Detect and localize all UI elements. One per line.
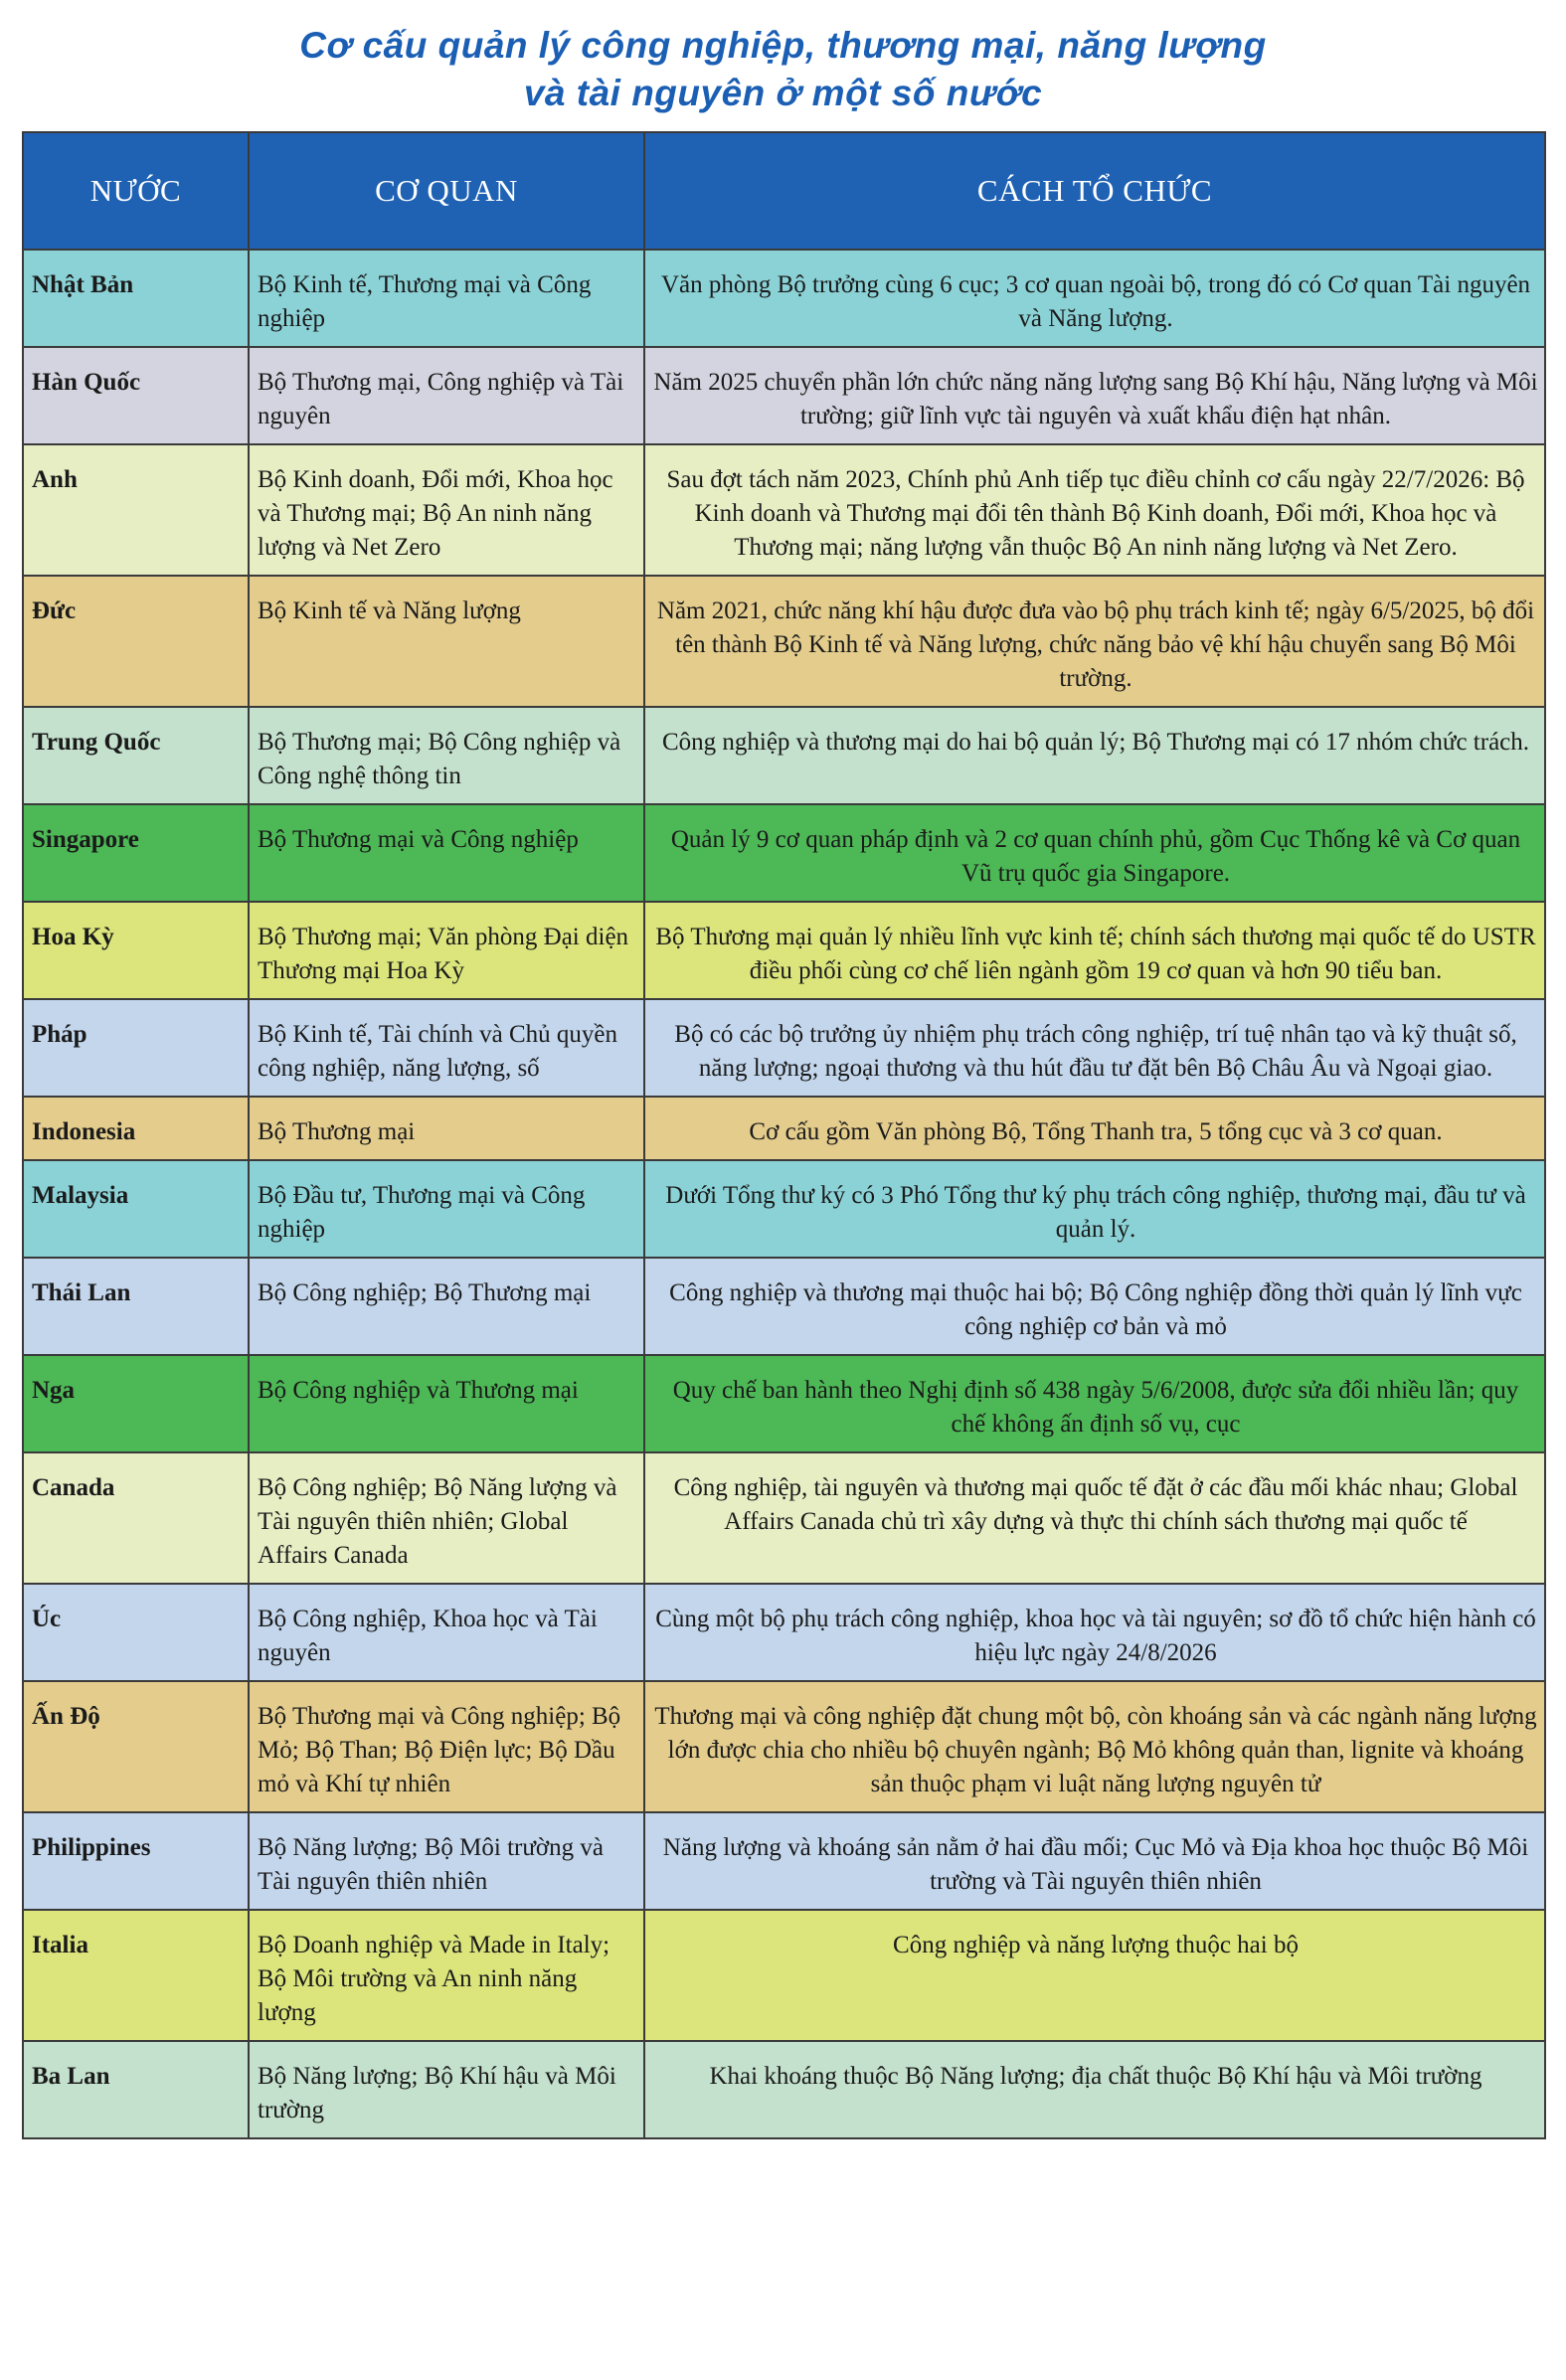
country-cell: Italia xyxy=(23,1910,249,2041)
table-row xyxy=(23,1160,1545,1258)
organization-cell: Quản lý 9 cơ quan pháp định và 2 cơ quan chính phủ, gồm Cục Thống kê và Cơ quan Vũ trụ quốc gia Singapore. xyxy=(644,804,1545,902)
agency-cell: Bộ Doanh nghiệp và Made in Italy; Bộ Môi trường và An ninh năng lượng xyxy=(249,1910,644,2041)
organization-cell: Năng lượng và khoáng sản nằm ở hai đầu mối; Cục Mỏ và Địa khoa học thuộc Bộ Môi trường và Tài nguyên thiên nhiên xyxy=(644,1812,1545,1910)
agency-cell: Bộ Kinh doanh, Đổi mới, Khoa học và Thương mại; Bộ An ninh năng lượng và Net Zero xyxy=(249,444,644,576)
country-cell: Canada xyxy=(23,1452,249,1584)
comparison-table xyxy=(22,131,1546,2139)
organization-cell: Cùng một bộ phụ trách công nghiệp, khoa học và tài nguyên; sơ đồ tổ chức hiện hành có hiệu lực ngày 24/8/2026 xyxy=(644,1584,1545,1681)
country-cell: Ấn Độ xyxy=(23,1681,249,1812)
agency-cell: Bộ Công nghiệp và Thương mại xyxy=(249,1355,644,1452)
country-cell: Philippines xyxy=(23,1812,249,1910)
organization-cell: Quy chế ban hành theo Nghị định số 438 ngày 5/6/2008, được sửa đổi nhiều lần; quy chế không ấn định số vụ, cục xyxy=(644,1355,1545,1452)
country-cell: Hàn Quốc xyxy=(23,347,249,444)
organization-cell: Thương mại và công nghiệp đặt chung một bộ, còn khoáng sản và các ngành năng lượng lớn được chia cho nhiều bộ chuyên ngành; Bộ Mỏ không quản than, lignite và khoáng sản thuộc phạm vi luật năng lượng nguyên tử xyxy=(644,1681,1545,1812)
table-body xyxy=(23,250,1545,2138)
organization-cell: Công nghiệp và thương mại do hai bộ quản lý; Bộ Thương mại có 17 nhóm chức trách. xyxy=(644,707,1545,804)
table-row xyxy=(23,1355,1545,1452)
header-country: NƯỚC xyxy=(23,132,249,250)
agency-cell: Bộ Đầu tư, Thương mại và Công nghiệp xyxy=(249,1160,644,1258)
agency-cell: Bộ Năng lượng; Bộ Môi trường và Tài nguyên thiên nhiên xyxy=(249,1812,644,1910)
page-title xyxy=(0,22,1566,117)
table-row xyxy=(23,1258,1545,1355)
country-cell: Nhật Bản xyxy=(23,250,249,347)
country-cell: Hoa Kỳ xyxy=(23,902,249,999)
organization-cell: Năm 2025 chuyển phần lớn chức năng năng lượng sang Bộ Khí hậu, Năng lượng và Môi trường; giữ lĩnh vực tài nguyên và xuất khẩu điện hạt nhân. xyxy=(644,347,1545,444)
table-row xyxy=(23,444,1545,576)
country-cell: Trung Quốc xyxy=(23,707,249,804)
organization-cell: Văn phòng Bộ trưởng cùng 6 cục; 3 cơ quan ngoài bộ, trong đó có Cơ quan Tài nguyên và Năng lượng. xyxy=(644,250,1545,347)
organization-cell: Công nghiệp, tài nguyên và thương mại quốc tế đặt ở các đầu mối khác nhau; Global Affairs Canada chủ trì xây dựng và thực thi chính sách thương mại quốc tế xyxy=(644,1452,1545,1584)
table-row xyxy=(23,1584,1545,1681)
agency-cell: Bộ Thương mại và Công nghiệp xyxy=(249,804,644,902)
header-organization: CÁCH TỔ CHỨC xyxy=(644,132,1545,250)
table-row xyxy=(23,347,1545,444)
table-row xyxy=(23,1097,1545,1160)
title-line-2: và tài nguyên ở một số nước xyxy=(523,73,1043,113)
organization-cell: Công nghiệp và thương mại thuộc hai bộ; Bộ Công nghiệp đồng thời quản lý lĩnh vực công nghiệp cơ bản và mỏ xyxy=(644,1258,1545,1355)
agency-cell: Bộ Năng lượng; Bộ Khí hậu và Môi trường xyxy=(249,2041,644,2138)
organization-cell: Năm 2021, chức năng khí hậu được đưa vào bộ phụ trách kinh tế; ngày 6/5/2025, bộ đổi tên thành Bộ Kinh tế và Năng lượng, chức năng bảo vệ khí hậu chuyển sang Bộ Môi trường. xyxy=(644,576,1545,707)
agency-cell: Bộ Kinh tế và Năng lượng xyxy=(249,576,644,707)
organization-cell: Dưới Tổng thư ký có 3 Phó Tổng thư ký phụ trách công nghiệp, thương mại, đầu tư và quản lý. xyxy=(644,1160,1545,1258)
country-cell: Pháp xyxy=(23,999,249,1097)
organization-cell: Cơ cấu gồm Văn phòng Bộ, Tổng Thanh tra, 5 tổng cục và 3 cơ quan. xyxy=(644,1097,1545,1160)
country-cell: Nga xyxy=(23,1355,249,1452)
table-header-row xyxy=(23,132,1545,250)
organization-cell: Công nghiệp và năng lượng thuộc hai bộ xyxy=(644,1910,1545,2041)
country-cell: Ba Lan xyxy=(23,2041,249,2138)
agency-cell: Bộ Thương mại; Bộ Công nghiệp và Công nghệ thông tin xyxy=(249,707,644,804)
table-row xyxy=(23,1452,1545,1584)
agency-cell: Bộ Thương mại; Văn phòng Đại diện Thương mại Hoa Kỳ xyxy=(249,902,644,999)
country-cell: Singapore xyxy=(23,804,249,902)
table-row xyxy=(23,902,1545,999)
table-row xyxy=(23,1681,1545,1812)
agency-cell: Bộ Thương mại và Công nghiệp; Bộ Mỏ; Bộ Than; Bộ Điện lực; Bộ Dầu mỏ và Khí tự nhiên xyxy=(249,1681,644,1812)
title-line-1: Cơ cấu quản lý công nghiệp, thương mại, năng lượng xyxy=(299,25,1267,66)
table-row xyxy=(23,2041,1545,2138)
organization-cell: Sau đợt tách năm 2023, Chính phủ Anh tiếp tục điều chỉnh cơ cấu ngày 22/7/2026: Bộ Kinh doanh và Thương mại đổi tên thành Bộ Kinh doanh, Đổi mới, Khoa học và Thương mại; năng lượng vẫn thuộc Bộ An ninh năng lượng và Net Zero. xyxy=(644,444,1545,576)
table-row xyxy=(23,1812,1545,1910)
organization-cell: Bộ Thương mại quản lý nhiều lĩnh vực kinh tế; chính sách thương mại quốc tế do USTR điều phối cùng cơ chế liên ngành gồm 19 cơ quan và hơn 90 tiểu ban. xyxy=(644,902,1545,999)
agency-cell: Bộ Kinh tế, Tài chính và Chủ quyền công nghiệp, năng lượng, số xyxy=(249,999,644,1097)
agency-cell: Bộ Công nghiệp; Bộ Thương mại xyxy=(249,1258,644,1355)
organization-cell: Khai khoáng thuộc Bộ Năng lượng; địa chất thuộc Bộ Khí hậu và Môi trường xyxy=(644,2041,1545,2138)
table-row xyxy=(23,1910,1545,2041)
agency-cell: Bộ Kinh tế, Thương mại và Công nghiệp xyxy=(249,250,644,347)
agency-cell: Bộ Thương mại, Công nghiệp và Tài nguyên xyxy=(249,347,644,444)
country-cell: Indonesia xyxy=(23,1097,249,1160)
agency-cell: Bộ Công nghiệp; Bộ Năng lượng và Tài nguyên thiên nhiên; Global Affairs Canada xyxy=(249,1452,644,1584)
country-cell: Anh xyxy=(23,444,249,576)
table-row xyxy=(23,999,1545,1097)
country-cell: Úc xyxy=(23,1584,249,1681)
table-row xyxy=(23,804,1545,902)
table-row xyxy=(23,576,1545,707)
header-agency: CƠ QUAN xyxy=(249,132,644,250)
country-cell: Malaysia xyxy=(23,1160,249,1258)
table-row xyxy=(23,707,1545,804)
agency-cell: Bộ Công nghiệp, Khoa học và Tài nguyên xyxy=(249,1584,644,1681)
agency-cell: Bộ Thương mại xyxy=(249,1097,644,1160)
country-cell: Thái Lan xyxy=(23,1258,249,1355)
organization-cell: Bộ có các bộ trưởng ủy nhiệm phụ trách công nghiệp, trí tuệ nhân tạo và kỹ thuật số, năng lượng; ngoại thương và thu hút đầu tư đặt bên Bộ Châu Âu và Ngoại giao. xyxy=(644,999,1545,1097)
country-cell: Đức xyxy=(23,576,249,707)
table-row xyxy=(23,250,1545,347)
